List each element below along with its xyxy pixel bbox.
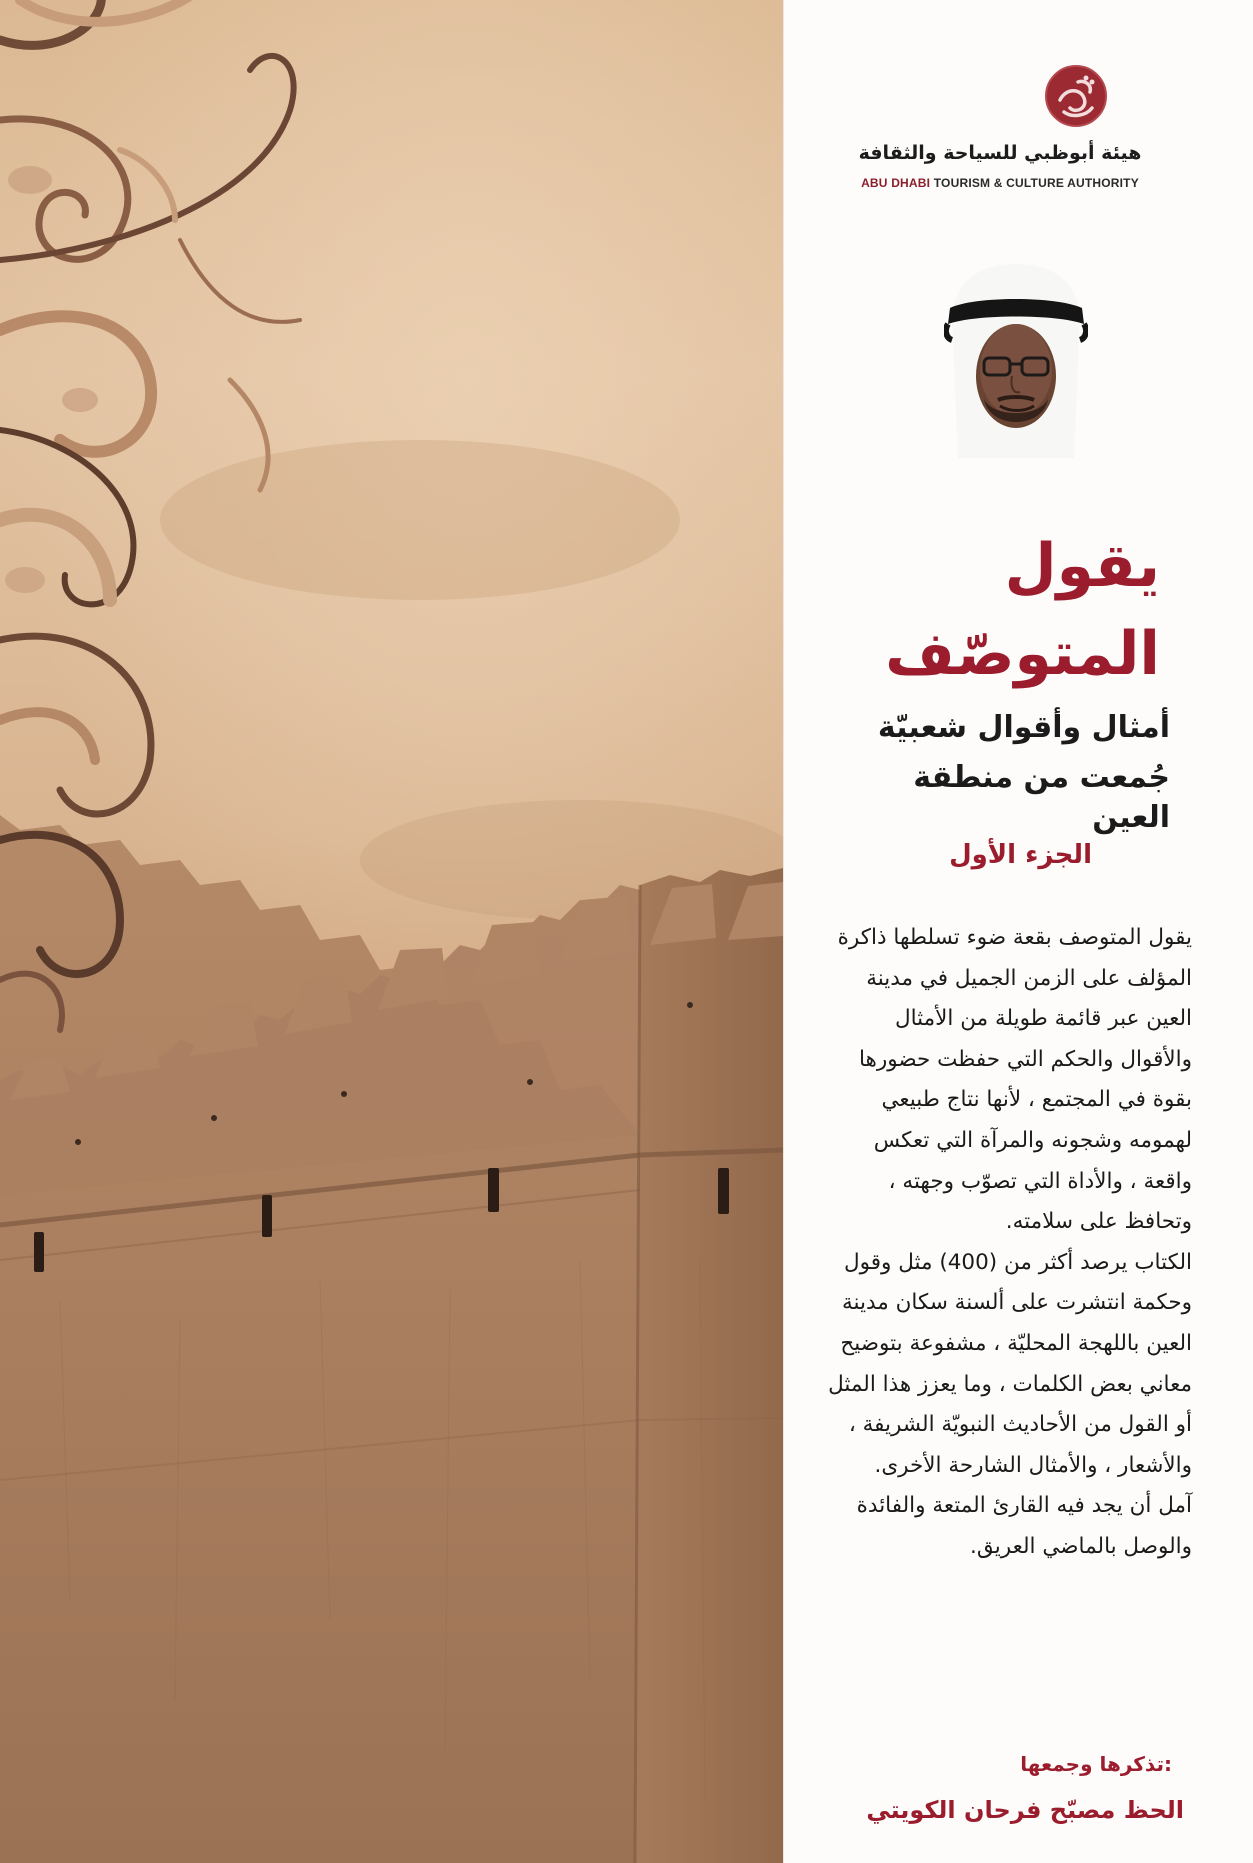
description-paragraph-1: يقول المتوصف بقعة ضوء تسلطها ذاكرة المؤلف على الزمن الجميل في مدينة العين عبر قائمة طويلة من الأمثال والأقوال والحكم التي حفظت حضورها بقوة في المجتمع ، لأنها نتاج طبيعي لهمومه وشجونه والمرآة التي تعكس واقعة ، والأداة التي تصوّب وجهته ، وتحافظ على سلامته. (837, 925, 1192, 1235)
book-subtitle-line-2: جُمعت من منطقة العين (913, 760, 1170, 835)
author-portrait (944, 258, 1088, 458)
author-name: الحظ مصبّح فرحان الكويتي (866, 1796, 1184, 1824)
organization-name-arabic: هيئة أبوظبي للسياحة والثقافة (858, 142, 1142, 164)
credit-label: تذكرها وجمعها: (1020, 1752, 1172, 1776)
organization-name-english (830, 176, 1170, 190)
organization-name-rest: TOURISM & CULTURE AUTHORITY (930, 176, 1139, 190)
organization-name-highlight: ABU DHABI (861, 176, 931, 190)
abu-dhabi-calligraphy-logo (1040, 58, 1112, 130)
description-paragraph-3: آمل أن يجد فيه القارئ المتعة والفائدة والوصل بالماضي العريق. (856, 1493, 1192, 1559)
book-title-line-1: يقول (1004, 531, 1160, 601)
book-part-label: الجزء الأول (949, 840, 1092, 870)
description-paragraph-2: الكتاب يرصد أكثر من (400) مثل وقول وحكمة انتشرت على ألسنة سكان مدينة العين باللهجة المحليّة ، مشفوعة بتوضيح معاني بعض الكلمات ، وما يعزز هذا المثل أو القول من الأحاديث النبويّة الشريفة ، والأشعار ، والأمثال الشارحة الأخرى. (828, 1249, 1192, 1478)
book-description (822, 918, 1192, 1568)
book-title-line-2: المتوصّف (885, 619, 1160, 689)
book-subtitle-line-1: أمثال وأقوال شعبيّة (877, 710, 1170, 745)
